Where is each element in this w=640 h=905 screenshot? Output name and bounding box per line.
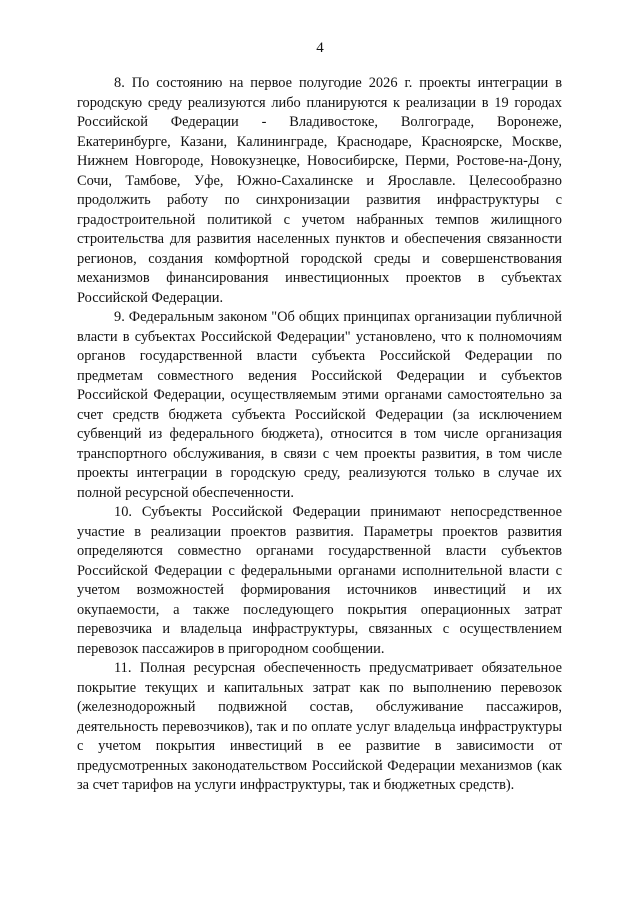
- paragraph-8: 8. По состоянию на первое полугодие 2026 г. проекты интеграции в городскую среду реализуются либо планируются к реализации в 19 городах Российской Федерации - Владивостоке, Волгограде, Воронеже, Екатеринбурге, Казани, Калининграде, Краснодаре, Красноярске, Москве, Нижнем Новгороде, Новокузнецке, Новосибирске, Перми, Ростове-на-Дону, Сочи, Тамбове, Уфе, Южно-Сахалинске и Ярославле. Целесообразно продолжить работу по синхронизации развития инфраструктуры с градостроительной политикой с учетом набранных темпов жилищного строительства для развития населенных пунктов и обеспечения связанности регионов, создания комфортной городской среды и совершенствования механизмов финансирования инвестиционных проектов в субъектах Российской Федерации.: [77, 75, 562, 306]
- paragraph-9: 9. Федеральным законом "Об общих принципах организации публичной власти в субъектах Российской Федерации" установлено, что к полномочиям органов государственной власти субъекта Российской Федерации по предметам совместного ведения Российской Федерации и субъектов Российской Федерации, осуществляемым этими органами самостоятельно за счет средств бюджета субъекта Российской Федерации (за исключением субвенций из федерального бюджета), относится в том числе организация транспортного обслуживания, в связи с чем проекты развития, в том числе проекты интеграции в городскую среду, реализуются только в случае их полной ресурсной обеспеченности.: [77, 309, 562, 501]
- document-body: [77, 74, 562, 796]
- paragraph-10: 10. Субъекты Российской Федерации принимают непосредственное участие в реализации проектов развития. Параметры проектов развития определяются совместно органами государственной власти субъектов Российской Федерации с федеральными органами исполнительной власти с учетом возможностей формирования источников инвестиций и их окупаемости, а также последующего покрытия операционных затрат перевозчика и владельца инфраструктуры, связанных с осуществлением перевозок пассажиров в пригородном сообщении.: [77, 504, 562, 657]
- page-number: 4: [316, 40, 324, 56]
- paragraph-11: 11. Полная ресурсная обеспеченность предусматривает обязательное покрытие текущих и капитальных затрат как по выполнению перевозок (железнодорожный подвижной состав, обслуживание пассажиров, деятельность перевозчиков), так и по оплате услуг владельца инфраструктуры с учетом покрытия инвестиций в ее развитие в зависимости от предусмотренных законодательством Российской Федерации механизмов (как за счет тарифов на услуги инфраструктуры, так и бюджетных средств).: [77, 660, 562, 793]
